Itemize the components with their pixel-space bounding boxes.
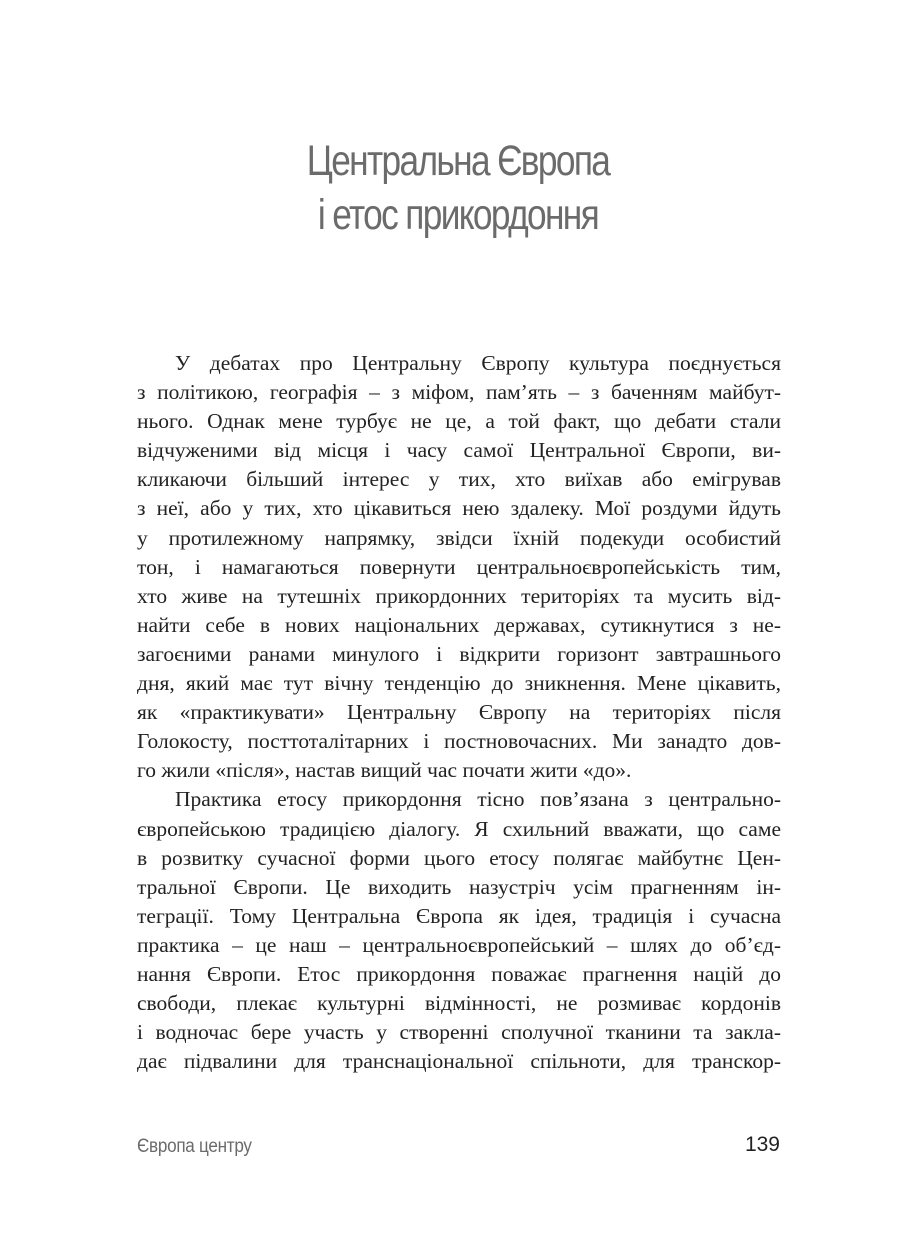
text-line: го жили «після», настав вищий час почати жити «до». (137, 758, 632, 783)
running-title: Європа центру (137, 1136, 252, 1157)
text-line: свободи, плекає культурні відмінності, не розмиває кордонів (137, 991, 781, 1016)
text-line: практика – це наш – центральноєвропейський – шлях до об’єд- (137, 932, 781, 957)
text-line: дня, який має тут вічну тенденцію до зникнення. Мене цікавить, (137, 671, 781, 696)
text-line: загоєними ранами минулого і відкрити горизонт завтрашнього (137, 641, 781, 666)
text-line: тральної Європи. Це виходить назустріч усім прагненням ін- (137, 874, 781, 899)
page-number: 139 (744, 1133, 780, 1156)
text-line: нього. Однак мене турбує не це, а той факт, що дебати стали (137, 409, 781, 434)
text-line: найти себе в нових національних державах, сутикнутися з не- (137, 612, 781, 637)
paragraph-1 (137, 349, 781, 785)
text-line: і водночас бере участь у створенні сполучної тканини та закла- (137, 1020, 781, 1045)
text-line: як «практикувати» Центральну Європу на територіях після (137, 700, 781, 725)
text-line: нання Європи. Етос прикордоння поважає прагнення націй до (137, 961, 781, 986)
text-line: європейською традицією діалогу. Я схильний вважати, що саме (137, 816, 781, 841)
text-line: Практика етосу прикордоння тісно пов’язана з центрально- (175, 787, 781, 812)
text-line: відчуженими від місця і часу самої Центральної Європи, ви- (137, 438, 781, 463)
text-line: з політикою, географія – з міфом, пам’ять – з баченням майбут- (137, 380, 781, 405)
text-line: кликаючи більший інтерес у тих, хто виїхав або емігрував (137, 467, 781, 492)
chapter-title (82, 134, 833, 242)
text-line: У дебатах про Центральну Європу культура поєднується (175, 351, 781, 375)
text-line: теграції. Тому Центральна Європа як ідея, традиція і сучасна (137, 903, 781, 928)
text-line: в розвитку сучасної форми цього етосу полягає майбутнє Цен- (137, 845, 781, 870)
text-line: Голокосту, посттоталітарних і постновочасних. Ми занадто дов- (137, 729, 781, 754)
chapter-title-line-1: Центральна Європа (306, 137, 610, 185)
text-line: хто живе на тутешніх прикордонних територіях та мусить від- (137, 583, 781, 608)
text-line: у протилежному напрямку, звідси їхній подекуди особистий (137, 525, 781, 550)
body-text (137, 349, 781, 1076)
text-line: дає підвалини для транснаціональної спільноти, для транскор- (137, 1049, 781, 1074)
text-line: тон, і намагаються повернути центральноєвропейськість тим, (137, 554, 781, 579)
paragraph-2 (137, 785, 781, 1076)
text-line: з неї, або у тих, хто цікавиться нею здалеку. Мої роздуми йдуть (137, 496, 781, 521)
chapter-title-line-2: і етос прикордоння (317, 191, 599, 239)
